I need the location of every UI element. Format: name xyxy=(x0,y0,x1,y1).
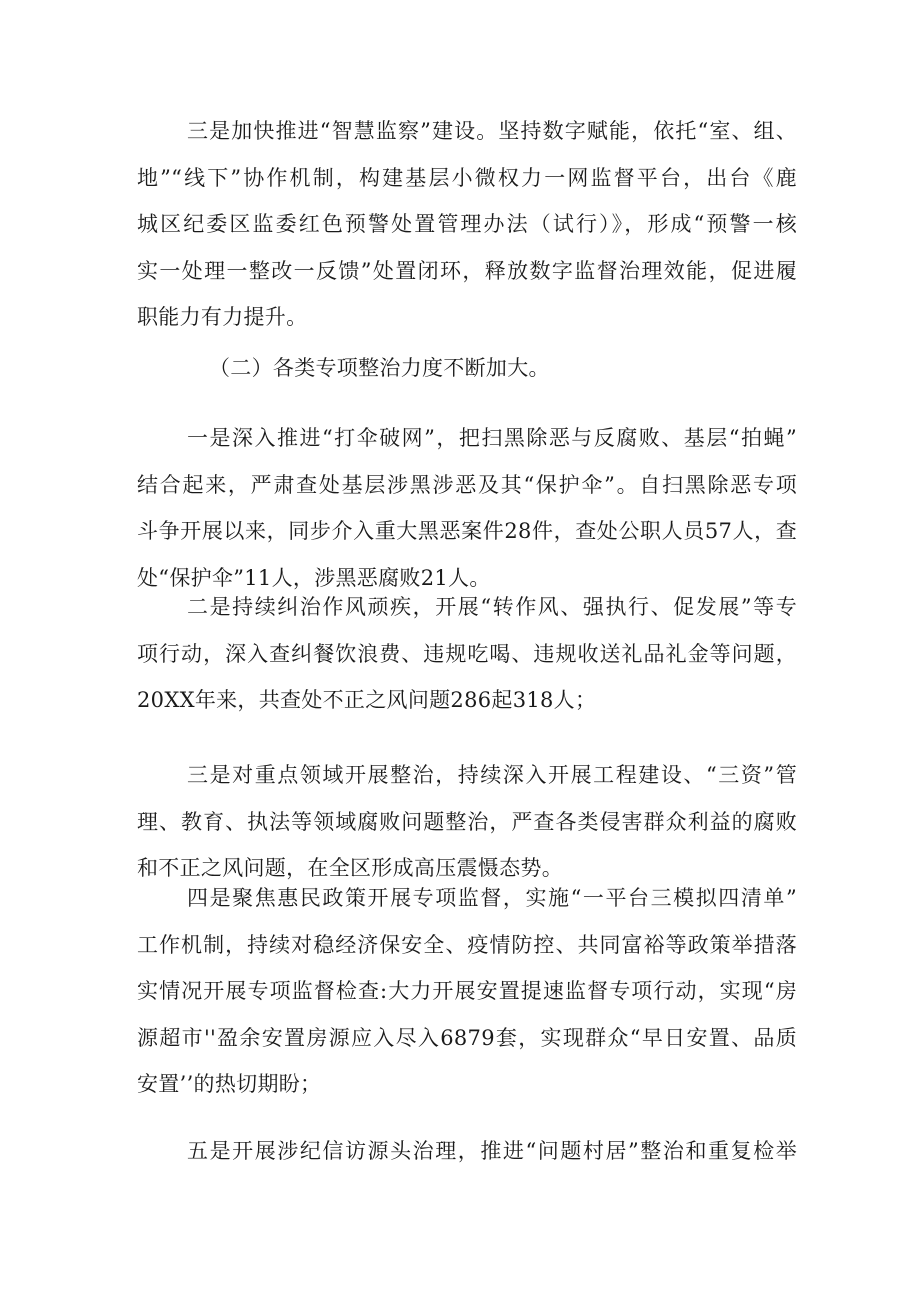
paragraph-work-style xyxy=(137,584,797,724)
text-line: 处“保护伞”11人，涉黑恶腐败21人。 xyxy=(137,565,491,590)
text-line: 实情况开展专项监督检查:大力开展安置提速监督专项行动，实现“房 xyxy=(137,979,797,1003)
text-line: 城区纪委区监委红色预警处置管理办法（试行）》，形成“预警一核 xyxy=(137,212,797,236)
text-line: 职能力有力提升。 xyxy=(137,305,308,329)
paragraph-policy-supervision xyxy=(137,875,797,1108)
text-line: 二是持续纠治作风顽疾，开展“转作风、强执行、促发展”等专 xyxy=(187,595,797,619)
text-line: 项行动，深入查纠餐饮浪费、违规吃喝、违规收送礼品礼金等问题， xyxy=(137,641,797,666)
heading-text: （二）各类专项整治力度不断加大。 xyxy=(209,356,550,380)
section-heading xyxy=(137,345,797,392)
text-line: 理、教育、执法等领域腐败问题整治，严查各类侵害群众利益的腐败 xyxy=(137,809,797,834)
paragraph-smart-supervision xyxy=(137,108,797,341)
paragraph-anti-gang xyxy=(137,415,797,601)
text-line: 斗争开展以来，同步介入重大黑恶案件28件，查处公职人员57人，查 xyxy=(137,519,797,543)
text-line: 实一处理一整改一反馈”处置闭环，释放数字监督治理效能，促进履 xyxy=(137,258,797,283)
text-line: 三是对重点领域开展整治，持续深入开展工程建设、“三资”管 xyxy=(187,763,797,787)
paragraph-petition-governance xyxy=(137,1128,797,1175)
text-line: 结合起来，严肃查处基层涉黑涉恶及其“保护伞”。自扫黑除恶专项 xyxy=(137,472,797,497)
text-line: 一是深入推进“打伞破网”，把扫黑除恶与反腐败、基层“拍蝇” xyxy=(187,426,797,450)
text-line: 源超市''盈余安置房源应入尽入6879套，实现群众“早日安置、品质 xyxy=(137,1025,797,1050)
text-line: 三是加快推进“智慧监察”建设。坚持数字赋能，依托“室、组、 xyxy=(187,119,797,143)
text-line: 和不正之风问题，在全区形成高压震慑态势。 xyxy=(137,856,563,880)
text-line: 五是开展涉纪信访源头治理，推进“问题村居”整治和重复检举 xyxy=(187,1139,797,1163)
text-line: 安置’’的热切期盼； xyxy=(137,1072,322,1096)
text-line: 四是聚焦惠民政策开展专项监督，实施“一平台三模拟四清单” xyxy=(187,886,797,910)
text-line: 20XX年来，共查处不正之风问题286起318人； xyxy=(137,688,597,712)
paragraph-key-areas xyxy=(137,752,797,892)
text-line: 地”“线下”协作机制，构建基层小微权力一网监督平台，出台《鹿 xyxy=(137,165,797,190)
text-line: 工作机制，持续对稳经济保安全、疫情防控、共同富裕等政策举措落 xyxy=(137,932,797,957)
